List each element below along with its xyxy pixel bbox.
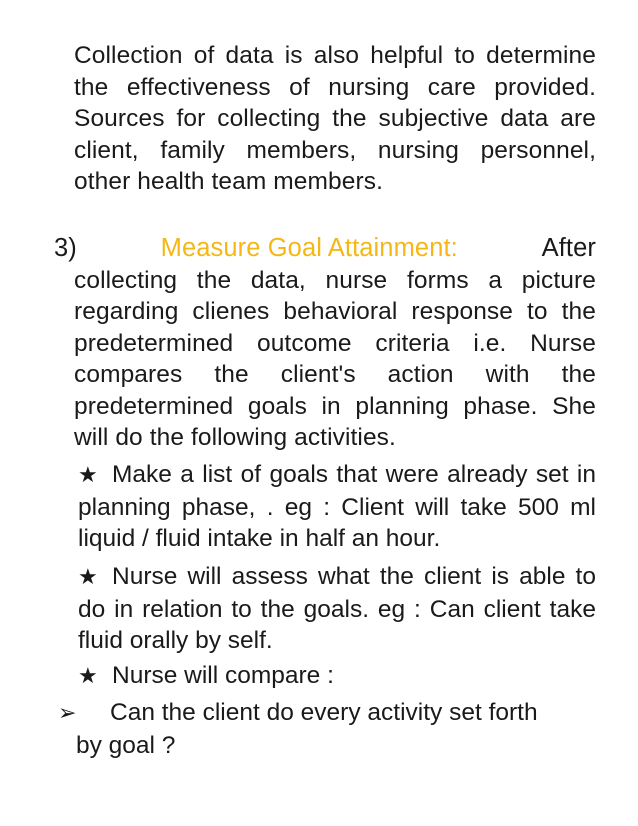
- sub-bullet-item: [58, 697, 598, 761]
- section-heading: Measure Goal Attainment:: [160, 234, 458, 262]
- star-icon: ★: [78, 565, 98, 590]
- bullet-text: Make a list of goals that were already set in planning phase, . eg : Client will take 500 ml liquid / fluid intake in half an hour.: [78, 461, 596, 552]
- section-lead-word: After: [541, 234, 596, 262]
- sub-bullet-first-line: [58, 697, 598, 730]
- bullet-text: Nurse will compare :: [112, 662, 334, 689]
- bullet-item-assess-client: [78, 561, 596, 657]
- bullet-item-goal-list: [78, 459, 596, 555]
- paragraph-measure-goal-attainment: [54, 233, 596, 454]
- section-body-text: collecting the data, nurse forms a picture regarding clienes behavioral response to the predetermined outcome criteria i.e. Nurse compares the client's action with the predetermined goals in planning phase. She will do the following activities.: [74, 266, 596, 451]
- section-number: 3): [54, 234, 77, 262]
- star-icon: ★: [78, 664, 98, 689]
- bullet-text: Nurse will assess what the client is able to do in relation to the goals. eg : Can client take fluid orally by self.: [78, 563, 596, 654]
- sub-bullet-text-line1: Can the client do every activity set forth: [110, 699, 538, 726]
- star-icon: ★: [78, 463, 98, 488]
- paragraph-text: Collection of data is also helpful to determine the effectiveness of nursing care provided. Sources for collecting the subjective data are client, family members, nursing personnel, other health team members.: [74, 42, 596, 195]
- bullet-item-compare: [78, 660, 596, 693]
- sub-bullet-text-line2: by goal ?: [76, 731, 176, 759]
- section-heading-line: [54, 233, 596, 265]
- arrow-bullet-icon: ➢: [58, 701, 77, 726]
- paragraph-data-collection: [74, 40, 596, 198]
